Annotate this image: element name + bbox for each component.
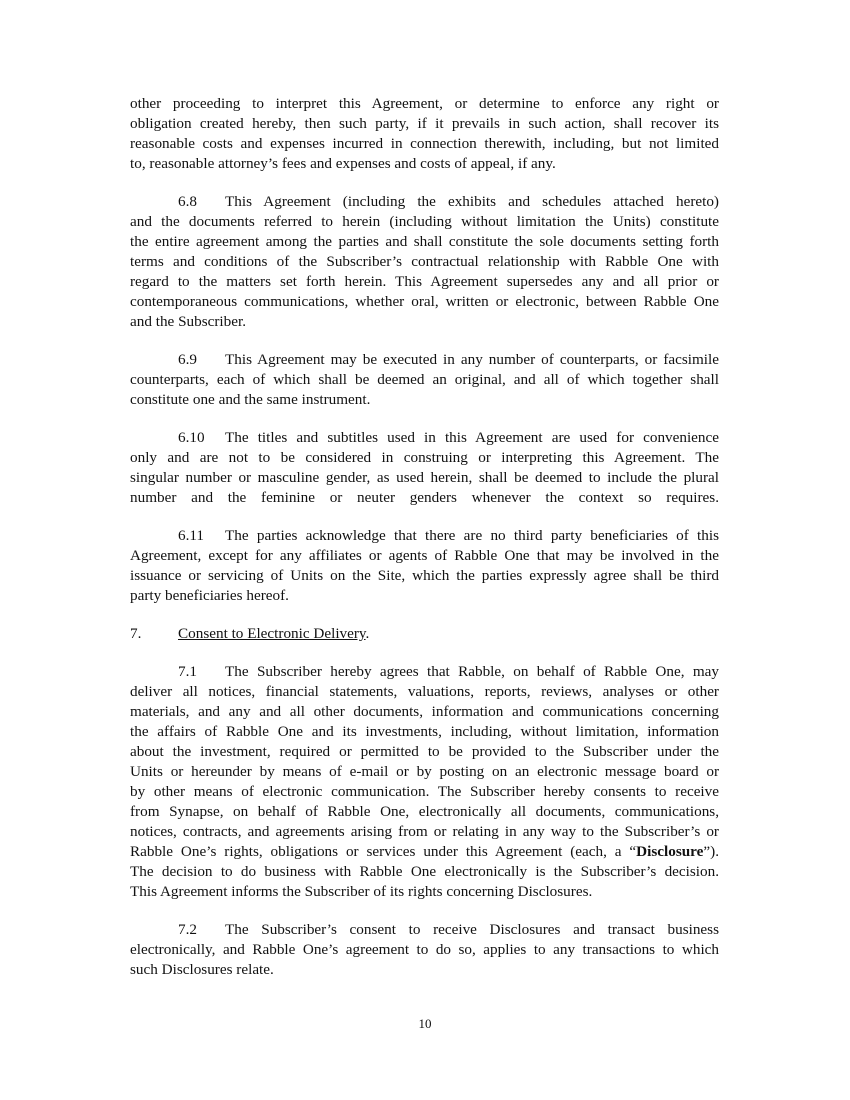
paragraph-line [130,350,719,370]
paragraph-number: 6.10 [178,429,205,446]
line-text: ”). [703,843,719,860]
paragraph-line: other proceeding to interpret this Agreement, or determine to enforce any right or [130,95,719,112]
paragraph-line [130,920,719,940]
paragraph-line [130,662,719,682]
paragraph-number: 7.1 [178,663,197,680]
paragraph-line: terms and conditions of the Subscriber’s contractual relationship with Rabble One with [130,253,719,270]
document-page [130,94,719,998]
paragraph-line: Agreement, except for any affiliates or agents of Rabble One that may be involved in the [130,547,719,564]
section-period: . [365,625,370,642]
paragraph-line: by other means of electronic communication. The Subscriber hereby consents to receive [130,783,719,800]
paragraph-line: the affairs of Rabble One and its investments, including, without limitation, information [130,723,719,740]
paragraph-line [130,192,719,212]
line-text: Rabble One’s rights, obligations or services under this Agreement (each, a “ [130,843,637,860]
paragraph-line: issuance or servicing of Units on the Site, which the parties expressly agree shall be third [130,567,719,584]
paragraph [130,428,719,508]
paragraph-text: The Subscriber’s consent to receive Disclosures and transact business [225,921,719,938]
paragraph-line: from Synapse, on behalf of Rabble One, electronically all documents, communications, [130,803,719,820]
paragraph-line: The decision to do business with Rabble One electronically is the Subscriber’s decision. [130,863,719,880]
paragraph-line: such Disclosures relate. [130,961,274,978]
paragraph-line: electronically, and Rabble One’s agreement to do so, applies to any transactions to which [130,941,719,958]
section-7-paragraphs [130,662,719,980]
section-heading [130,624,719,644]
paragraph [130,662,719,902]
paragraph-line: and the documents referred to herein (including without limitation the Units) constitute [130,213,719,230]
paragraph-line: counterparts, each of which shall be deemed an original, and all of which together shall [130,371,719,388]
paragraph-text: This Agreement (including the exhibits and schedules attached hereto) [225,193,719,210]
paragraph-line: reasonable costs and expenses incurred in connection therewith, including, but not limited [130,135,719,152]
paragraph-number: 6.9 [178,351,197,368]
paragraph [130,192,719,332]
paragraph-line: deliver all notices, financial statements, valuations, reports, reviews, analyses or other [130,683,719,700]
paragraph-line: obligation created hereby, then such party, if it prevails in such action, shall recover its [130,115,719,132]
paragraph-line: to, reasonable attorney’s fees and expenses and costs of appeal, if any. [130,155,556,172]
paragraph-line: This Agreement informs the Subscriber of its rights concerning Disclosures. [130,883,593,900]
paragraph-line [130,428,719,448]
page-number: 10 [418,1016,432,1031]
paragraph-number: 7.2 [178,921,197,938]
paragraph-text: This Agreement may be executed in any number of counterparts, or facsimile [225,351,719,368]
section-title: Consent to Electronic Delivery [178,625,366,642]
paragraph-line: regard to the matters set forth herein. This Agreement supersedes any and all prior or [130,273,719,290]
paragraph-line: materials, and any and all other documents, information and communications concerning [130,703,719,720]
paragraph-text: The parties acknowledge that there are no third party beneficiaries of this [225,527,719,544]
paragraph-line: notices, contracts, and agreements arising from or relating in any way to the Subscriber’s or [130,823,719,840]
paragraph [130,526,719,606]
paragraph-text: The titles and subtitles used in this Agreement are used for convenience [225,429,719,446]
section-number: 7. [130,625,142,642]
paragraph [130,94,719,174]
paragraph [130,920,719,980]
paragraph-line [130,526,719,546]
paragraph-line: only and are not to be considered in construing or interpreting this Agreement. The [130,449,719,466]
paragraph-line: party beneficiaries hereof. [130,587,289,604]
paragraph-number: 6.11 [178,527,205,544]
paragraph-line: number and the feminine or neuter genders whenever the context so requires. [130,489,719,506]
paragraph-line: and the Subscriber. [130,313,246,330]
paragraph-line: about the investment, required or permitted to be provided to the Subscriber under the [130,743,719,760]
paragraph-line: Units or hereunder by means of e-mail or by posting on an electronic message board or [130,763,719,780]
paragraph-line [130,842,719,862]
paragraph-number: 6.8 [178,193,197,210]
paragraph-line: singular number or masculine gender, as used herein, shall be deemed to include the plural [130,469,719,486]
defined-term: Disclosure [636,843,704,860]
paragraph-line: contemporaneous communications, whether oral, written or electronic, between Rabble One [130,293,719,310]
section-6-paragraphs [130,94,719,606]
paragraph-line: the entire agreement among the parties and shall constitute the sole documents setting forth [130,233,719,250]
paragraph-text: The Subscriber hereby agrees that Rabble, on behalf of Rabble One, may [225,663,719,680]
paragraph-line: constitute one and the same instrument. [130,391,371,408]
paragraph [130,350,719,410]
